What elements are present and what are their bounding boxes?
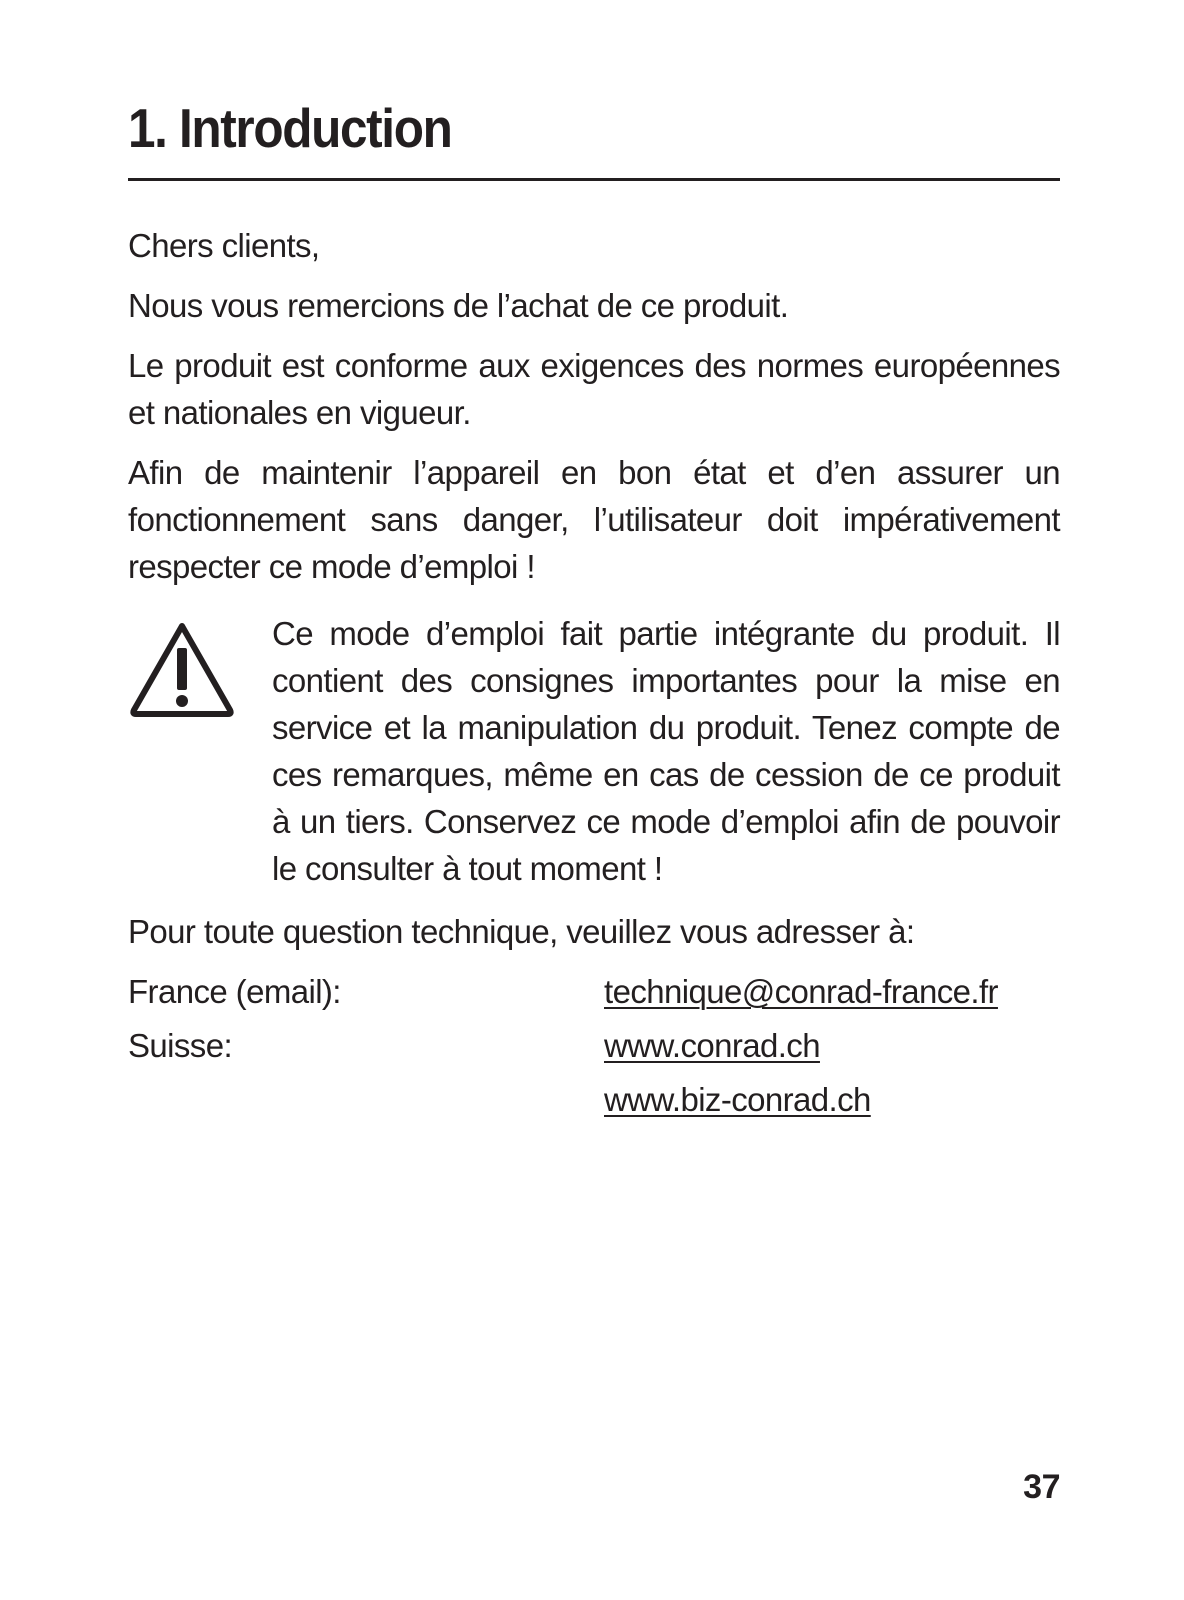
contact-table [128,968,1060,1130]
contact-row-suisse [128,1022,1060,1076]
contact-label-suisse: Suisse: [128,1027,233,1064]
safety-paragraph: Afin de maintenir l’appareil en bon état et d’en assurer un fonctionnement sans danger, l’utilisateur doit impérativement respecter ce mode d’emploi ! [128,454,1060,585]
page-title: 1. Introduction [128,97,452,159]
contact-link-biz-conrad-ch[interactable]: www.biz-conrad.ch [604,1081,871,1118]
manual-page [128,0,1060,1600]
warning-text: Ce mode d’emploi fait partie intégrante du produit. Il contient des consignes importantes pour la mise en service et la manipulation du produit. Tenez compte de ces remarques, même en cas de cession de ce produit à un tiers. Conservez ce mode d’emploi afin de pouvoir le consulter à tout moment ! [272,615,1060,887]
title-divider [128,178,1060,181]
contact-label-france: France (email): [128,973,341,1010]
warning-triangle-icon [128,620,236,718]
contact-intro: Pour toute question technique, veuillez vous adresser à: [128,913,915,950]
page-number: 37 [1023,1468,1060,1506]
contact-row-france [128,968,1060,1022]
contact-email-france[interactable]: technique@conrad-france.fr [604,973,998,1010]
contact-row-suisse-biz [128,1076,1060,1130]
thanks-paragraph: Nous vous remercions de l’achat de ce produit. [128,287,789,324]
body-text [128,222,1060,1130]
contact-link-conrad-ch[interactable]: www.conrad.ch [604,1027,820,1064]
conformity-paragraph: Le produit est conforme aux exigences des normes européennes et nationales en vigueur. [128,347,1060,431]
warning-notice [128,610,1060,902]
greeting-paragraph: Chers clients, [128,227,320,264]
